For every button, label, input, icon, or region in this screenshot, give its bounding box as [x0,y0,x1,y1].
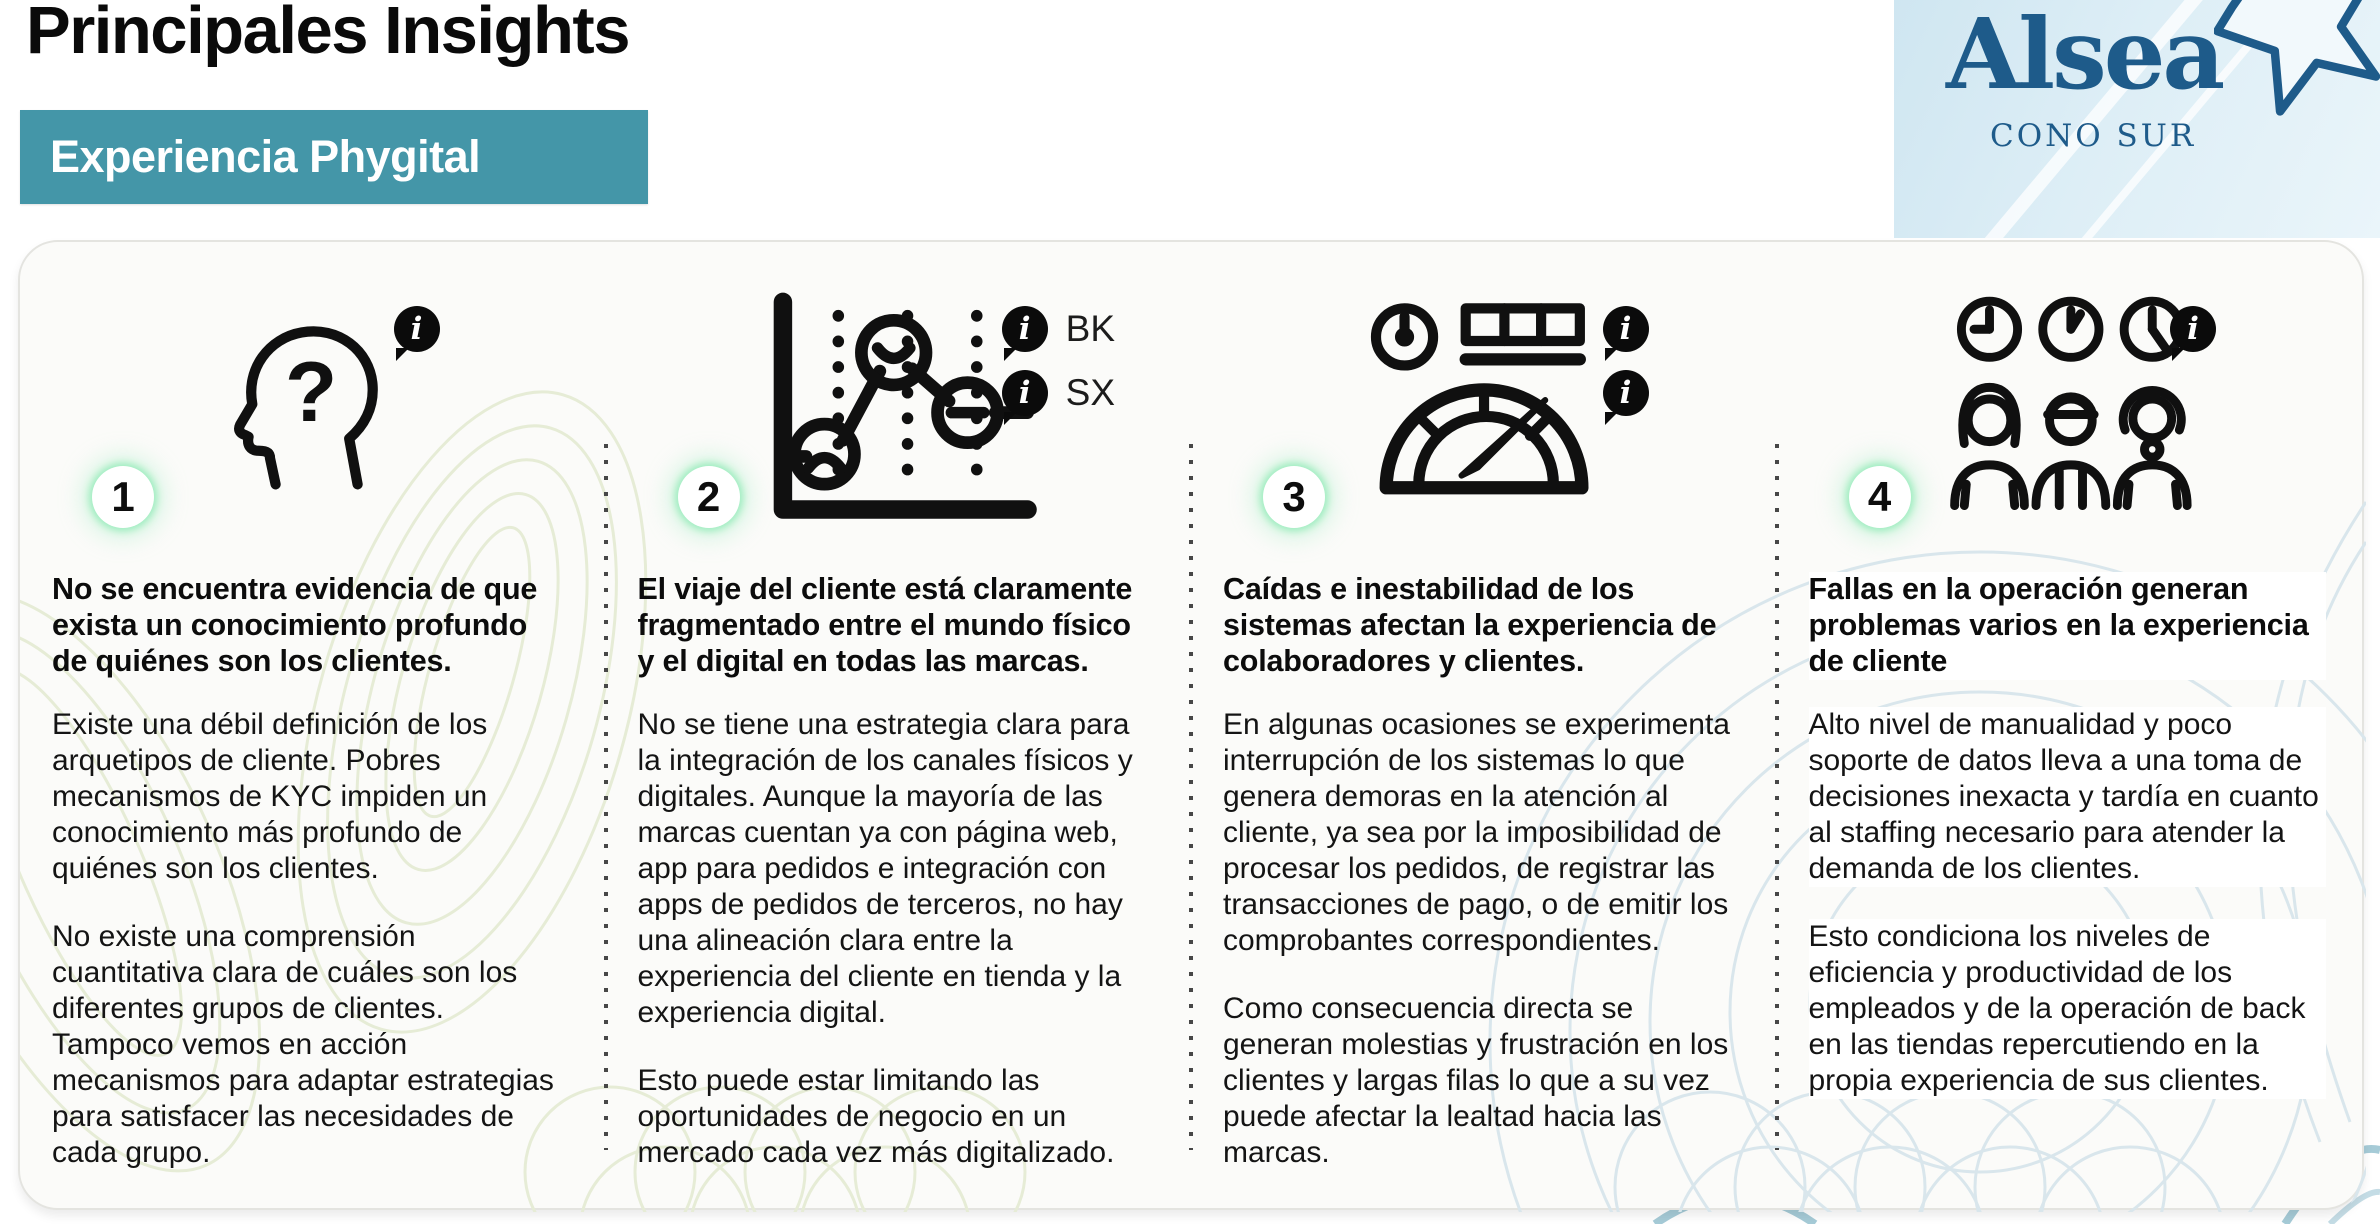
insight-column-4 [1777,282,2363,1208]
insight-heading: Fallas en la operación generan problemas varios en la experiencia de cliente [1809,572,2327,680]
badge-number: 4 [1867,473,1892,520]
head-question-icon [208,288,413,503]
subtitle-text: Experiencia Phygital [50,131,481,182]
badge-number: 2 [696,473,721,520]
insight-paragraph: Esto condiciona los niveles de eficiencia y productividad de los empleados y de la operación de back en las tiendas repercutiendo en la propia experiencia de sus clientes. [1809,919,2327,1099]
question-glyph: ? [284,343,337,440]
info-label-sx: SX [1065,372,1115,413]
alsea-logo: Alsea [1946,0,2223,111]
insight-heading: Caídas e inestabilidad de los sistemas afectan la experiencia de colaboradores y clientes. [1223,572,1717,678]
info-item [1603,370,1667,416]
insight-paragraph: Esto puede estar limitando las oportunidades de negocio en un mercado cada vez más digitalizado. [637,1063,1115,1169]
insight-paragraph: En algunas ocasiones se experimenta interrupción de los sistemas lo que genera demoras en la atención al cliente, ya sea por la imposibilidad de procesar los pedidos, de registrar las transacciones de pago, o de emitir los comprobantes correspondientes. [1223,707,1730,957]
info-icon: i [394,306,440,352]
info-icon: i [1603,370,1649,416]
insight-paragraph: No existe una comprensión cuantitativa clara de cuáles son los diferentes grupos de clientes. Tampoco vemos en acción mecanismos para adaptar estrategias para satisfacer las necesidades de cada grupo. [52,919,554,1169]
number-badge-1 [92,466,154,528]
icon-row [1809,282,2327,550]
insight-paragraph: Existe una débil definición de los arquetipos de cliente. Pobres mecanismos de KYC impiden un conocimiento más profundo de quiénes son los clientes. [52,707,488,885]
info-item [2170,306,2234,352]
number-badge-2 [678,466,740,528]
number-badge-3 [1263,466,1325,528]
insight-paragraph: Como consecuencia directa se generan molestias y frustración en los clientes y largas filas lo que a su vez puede afectar la lealtad hacia las marcas. [1223,991,1729,1169]
icon-row [638,282,1156,550]
insight-column-3 [1191,282,1777,1208]
badge-number: 3 [1282,473,1306,520]
insight-column-1 [20,282,606,1208]
number-badge-4 [1849,466,1911,528]
info-item [1603,306,1667,352]
info-item [1002,306,1115,352]
icon-row [52,282,570,550]
star-icon [2214,0,2380,118]
logo-region-label: CONO SUR [1990,118,2197,154]
badge-number: 1 [111,473,135,520]
icon-row [1223,282,1741,550]
subtitle-banner [20,110,648,204]
info-item [394,306,458,352]
logo-panel [1894,0,2380,238]
info-icon: i [1603,306,1649,352]
insight-heading: El viaje del cliente está claramente fragmentado entre el mundo físico y el digital en todas las marcas. [637,572,1133,678]
insight-paragraph: No se tiene una estrategia clara para la integración de los canales físicos y digitales. Aunque la mayoría de las marcas cuentan ya con página web, app para pedidos e integración con apps de pedidos de terceros, no hay una alineación clara entre la experiencia del cliente en tienda y la experiencia digital. [637,707,1133,1029]
insights-card [18,240,2364,1210]
info-icon: i [1002,370,1048,416]
info-icon: i [1002,306,1048,352]
insight-paragraph: Alto nivel de manualidad y poco soporte de datos lleva a una toma de decisiones inexacta y tardía en cuanto al staffing necesario para atender la demanda de los clientes. [1809,707,2327,887]
info-item [1002,370,1115,416]
insight-heading: No se encuentra evidencia de que exista un conocimiento profundo de quiénes son los clientes. [52,572,538,678]
page-title: Principales Insights [26,0,629,68]
insight-column-2 [606,282,1192,1208]
speedometer-icon [1359,288,1604,505]
info-label-bk: BK [1065,308,1115,349]
info-icon: i [2170,306,2216,352]
